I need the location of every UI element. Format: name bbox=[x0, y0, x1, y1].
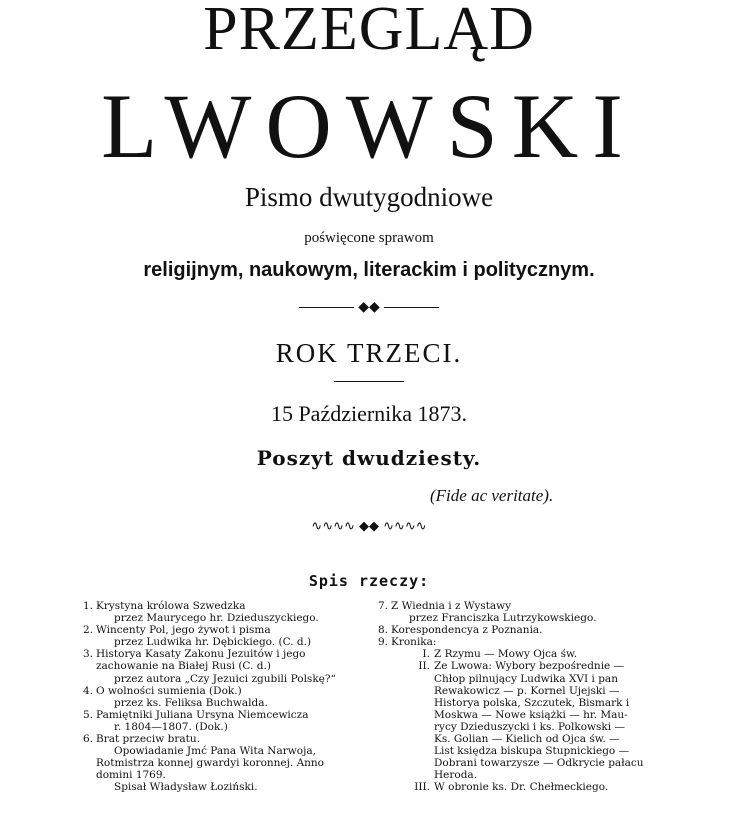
entry-title: Pamiętniki Juliana Ursyna Niemcewicza bbox=[96, 708, 309, 721]
entry-number: 8. bbox=[378, 624, 389, 637]
entry-number: 2. bbox=[83, 624, 94, 637]
entry-number: 3. bbox=[83, 648, 94, 661]
kronika-roman-number: III. bbox=[414, 781, 430, 794]
issue-number: Poszyt dwudziesty. bbox=[256, 446, 482, 470]
masthead-dedication: poświęcone sprawom bbox=[304, 230, 434, 246]
entry-title: Kronika: bbox=[391, 636, 437, 649]
contents-entry bbox=[378, 600, 668, 624]
entry-title: Historya Kasaty Zakonu Jezuitów i jego bbox=[96, 648, 306, 661]
kronika-text: W obronie ks. Dr. Chełmeckiego. bbox=[434, 781, 609, 794]
entry-subtitle-cont: domini 1769. bbox=[96, 769, 166, 782]
kronika-text: List księdza biskupa Stupnickiego — bbox=[434, 745, 630, 758]
masthead-topics: religijnym, naukowym, literackim i politycznym. bbox=[143, 259, 595, 281]
contents-right-column bbox=[378, 600, 668, 794]
entry-subtitle: Opowiadanie Jmć Pana Wita Narwoja, bbox=[114, 745, 316, 758]
year-line: ROK TRZECI. bbox=[275, 338, 463, 368]
kronika-text: Dobrani towarzysze — Odkrycie pałacu bbox=[434, 757, 644, 770]
entry-number: 4. bbox=[83, 684, 94, 697]
contents-left-column bbox=[83, 600, 368, 794]
kronika-text: rycy Dzieduszycki i ks. Polkowski — bbox=[434, 720, 625, 733]
entry-title: Z Wiednia i z Wystawy bbox=[391, 600, 512, 612]
motto: (Fide ac veritate). bbox=[430, 486, 554, 505]
entry-number: 6. bbox=[83, 733, 94, 746]
entry-author: Spisał Władysław Łoziński. bbox=[114, 781, 258, 794]
entry-author: przez Maurycego hr. Dzieduszyckiego. bbox=[114, 612, 319, 625]
masthead-subtitle: Pismo dwutygodniowe bbox=[244, 182, 494, 212]
entry-author: przez Ludwika hr. Dębickiego. (C. d.) bbox=[114, 636, 312, 649]
kronika-text: Z Rzymu — Mowy Ojca św. bbox=[434, 648, 578, 661]
entry-author: przez autora „Czy Jezuici zgubili Polskę?“ bbox=[114, 672, 336, 685]
entry-number: 1. bbox=[83, 600, 94, 612]
kronika-roman-number: I. bbox=[422, 648, 430, 661]
kronika-text: Historya polska, Szczutek, Bismark i bbox=[434, 696, 630, 709]
entry-title: Krystyna królowa Szwedzka bbox=[96, 600, 246, 612]
ornament-divider-bottom bbox=[0, 520, 738, 533]
kronika-text: Rewakowicz — p. Kornel Ujejski — bbox=[434, 684, 620, 697]
contents-heading: Spis rzeczy: bbox=[308, 572, 430, 590]
entry-title-cont: zachowanie na Białej Rusi (C. d.) bbox=[96, 660, 271, 673]
kronika-subentry bbox=[378, 781, 668, 793]
entry-years: r. 1804—1807. (Dok.) bbox=[114, 720, 228, 733]
kronika-text: Chłop pilnujący Ludwika XVI i pan bbox=[434, 672, 618, 685]
kronika-text: Ks. Golian — Kielich od Ojca św. — bbox=[434, 733, 620, 746]
contents-entry bbox=[378, 636, 668, 648]
contents-entry bbox=[83, 733, 368, 793]
entry-author: przez ks. Feliksa Buchwalda. bbox=[114, 696, 268, 709]
divider-rule bbox=[334, 381, 404, 382]
entry-subtitle-cont: Rotmistrza konnej gwardyi koronnej. Anno bbox=[96, 757, 324, 770]
contents-entry bbox=[378, 624, 668, 636]
contents-entry bbox=[83, 648, 368, 684]
kronika-text: Heroda. bbox=[434, 769, 478, 782]
entry-title: Brat przeciw bratu. bbox=[96, 733, 200, 746]
ornament-wave-icon: ∿∿∿∿ ◆◆ ∿∿∿∿ bbox=[311, 519, 427, 534]
contents-entry bbox=[83, 624, 368, 648]
entry-title: Wincenty Pol, jego żywot i pisma bbox=[96, 624, 271, 637]
entry-number: 9. bbox=[378, 636, 389, 649]
issue-date: 15 Października 1873. bbox=[270, 401, 468, 426]
kronika-roman-number: II. bbox=[418, 660, 430, 673]
masthead-title-lwowski: LWOWSKI bbox=[101, 75, 637, 177]
entry-title: Korespondencya z Poznania. bbox=[391, 624, 543, 637]
contents-entry bbox=[83, 600, 368, 624]
entry-author: przez Franciszka Lutrzykowskiego. bbox=[409, 612, 597, 625]
kronika-text: Moskwa — Nowe książki — hr. Mau- bbox=[434, 708, 628, 721]
kronika-text: Ze Lwowa: Wybory bezpośrednie — bbox=[434, 660, 625, 673]
contents-entry bbox=[83, 685, 368, 709]
entry-title: O wolności sumienia (Dok.) bbox=[96, 684, 242, 697]
entry-number: 5. bbox=[83, 708, 94, 721]
entry-number: 7. bbox=[378, 600, 389, 612]
ornament-divider-top bbox=[0, 300, 738, 314]
ornament-diamond-icon: ◆◆ bbox=[353, 299, 385, 315]
contents-entry bbox=[83, 709, 368, 733]
masthead-title-przeglad: PRZEGLĄD bbox=[203, 0, 535, 63]
kronika-subentry bbox=[378, 660, 668, 781]
kronika-subentry bbox=[378, 648, 668, 660]
